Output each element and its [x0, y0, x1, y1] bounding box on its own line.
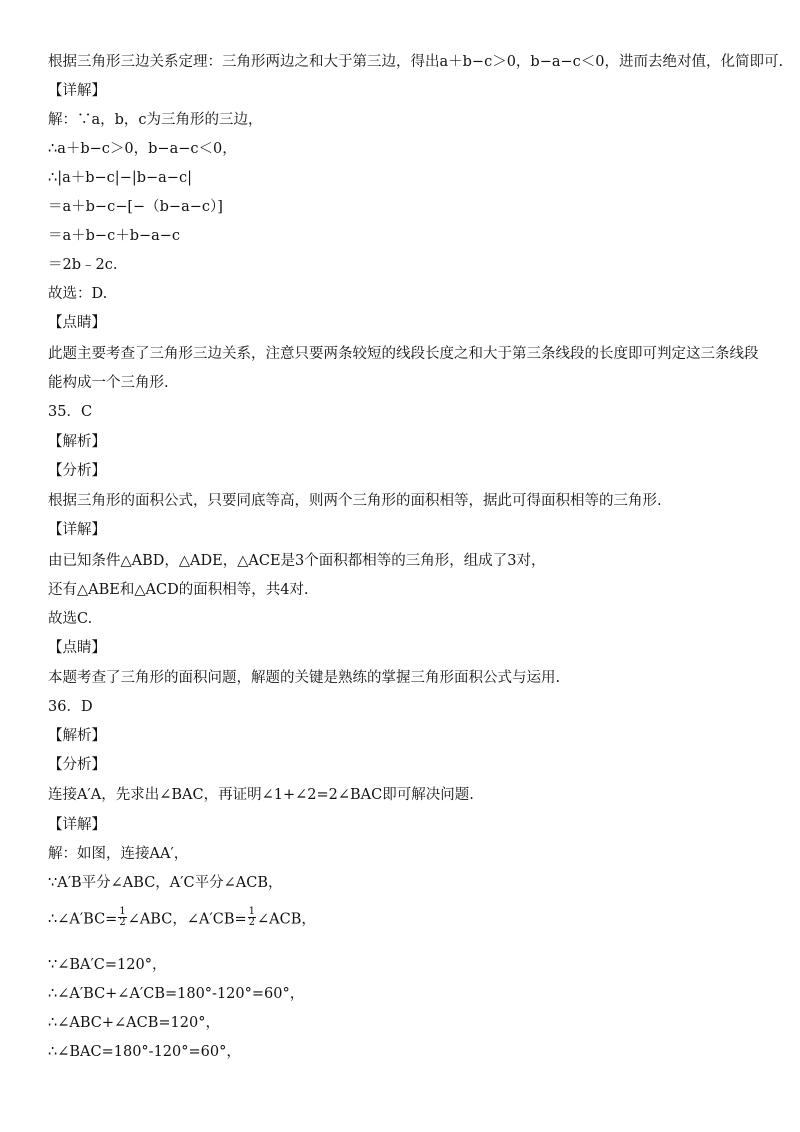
section-heading: 【详解】 — [48, 522, 106, 538]
section-heading: 【点睛】 — [48, 315, 106, 331]
section-heading: 【解析】 — [48, 434, 106, 450]
fraction — [248, 907, 256, 928]
text-line: 能构成一个三角形. — [48, 375, 169, 391]
text-line: ∴∠A′BC+∠A′CB=180°-120°=60°， — [48, 986, 305, 1002]
text-segment: ∠ABC，∠A′CB= — [127, 911, 247, 928]
fraction-denominator: 2 — [119, 917, 126, 928]
text-line: 根据三角形三边关系定理：三角形两边之和大于第三边，得出a＋b−c＞0，b−a−c＜0，进而去绝对值，化简即可. — [48, 54, 784, 70]
text-line: ＝2b﹣2c. — [48, 257, 118, 273]
text-line: 还有△ABE和△ACD的面积相等，共4对. — [48, 582, 309, 598]
text-line: ∴∠BAC=180°-120°=60°， — [48, 1044, 241, 1060]
text-segment: ∴∠A′BC= — [48, 911, 118, 928]
section-heading: 【分析】 — [48, 463, 106, 479]
text-line: 解：∵a，b，c为三角形的三边， — [48, 112, 263, 128]
section-heading: 【解析】 — [48, 728, 106, 744]
text-line: 故选：D. — [48, 286, 108, 302]
text-line: 本题考查了三角形的面积问题，解题的关键是熟练的掌握三角形面积公式与运用. — [48, 670, 561, 686]
text-line: ＝a＋b−c＋b−a−c — [48, 228, 181, 244]
question-number: 35．C — [48, 404, 93, 420]
text-line: 解：如图，连接AA′， — [48, 846, 189, 862]
question-number: 36．D — [48, 699, 93, 715]
fraction — [118, 907, 126, 928]
section-heading: 【详解】 — [48, 817, 106, 833]
text-line: ∴∠ABC+∠ACB=120°， — [48, 1015, 220, 1031]
text-line: ∵∠BA′C=120°， — [48, 957, 167, 973]
text-line: ∴a＋b−c＞0，b−a−c＜0， — [48, 141, 237, 157]
fraction-denominator: 2 — [248, 917, 256, 928]
text-line: ＝a＋b−c−[−（b−a−c）] — [48, 199, 223, 215]
text-segment: ∠ACB， — [257, 911, 316, 928]
section-heading: 【分析】 — [48, 757, 106, 773]
text-line: 根据三角形的面积公式，只要同底等高，则两个三角形的面积相等，据此可得面积相等的三角形. — [48, 493, 662, 509]
text-line: 故选C. — [48, 611, 93, 627]
section-heading: 【点睛】 — [48, 640, 106, 656]
text-line: 由已知条件△ABD，△ADE，△ACE是3个面积都相等的三角形，组成了3对， — [48, 553, 546, 569]
section-heading: 【详解】 — [48, 83, 106, 99]
fraction-numerator: 1 — [248, 906, 256, 917]
text-line: ∵A′B平分∠ABC，A′C平分∠ACB， — [48, 875, 283, 891]
fraction-line — [48, 906, 316, 930]
text-line: 此题主要考查了三角形三边关系，注意只要两条较短的线段长度之和大于第三条线段的长度即可判定这三条线段 — [48, 346, 759, 362]
text-line: ∴|a＋b−c|−|b−a−c| — [48, 170, 192, 186]
text-line: 连接A′A，先求出∠BAC，再证明∠1+∠2=2∠BAC即可解决问题. — [48, 787, 474, 803]
fraction-numerator: 1 — [119, 906, 126, 917]
